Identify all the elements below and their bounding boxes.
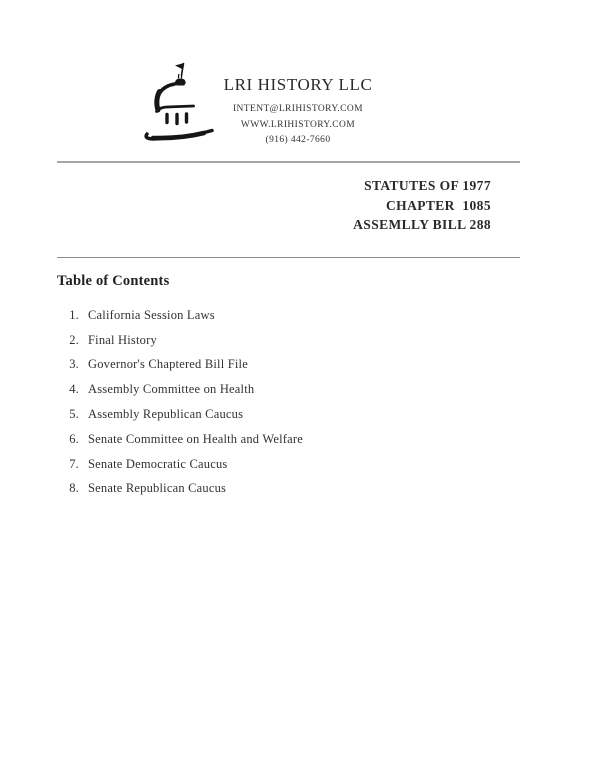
toc-item [57,477,303,502]
toc-item-label: Senate Committee on Health and Welfare [88,431,303,446]
company-name: LRI HISTORY LLC [223,75,373,94]
toc-item-label: Governor's Chaptered Bill File [88,357,248,372]
company-email: INTENT@LRIHISTORY.COM [232,104,363,114]
divider-top [57,161,520,163]
letterhead [178,75,418,149]
toc-item-label: Assembly Committee on Health [88,382,255,397]
toc-item-number: 6. [69,431,79,446]
statutes-line: STATUTES OF 1977 [364,178,491,193]
toc-item-number: 3. [69,357,79,372]
toc-item [57,353,303,378]
toc-item-label: Assembly Republican Caucus [88,407,244,422]
toc-item [57,303,303,328]
company-phone: (916) 442-7660 [265,135,331,145]
toc-item-number: 7. [69,456,79,471]
toc-item-number: 2. [69,332,79,347]
company-website: WWW.LRIHISTORY.COM [240,119,356,130]
toc-list [57,303,303,501]
divider-bottom [57,257,520,258]
toc-title: Table of Contents [57,273,170,289]
toc-item-number: 8. [69,481,79,496]
toc-item-number: 1. [69,307,79,322]
toc-item-label: Senate Republican Caucus [88,481,227,496]
toc-item [57,377,303,402]
toc-item-label: Final History [88,332,157,347]
toc-item-label: Senate Democratic Caucus [88,456,228,471]
toc-item [57,427,303,452]
toc-item [57,328,303,353]
toc-item-number: 5. [69,407,79,422]
bill-line: ASSEMLLY BILL 288 [353,217,491,233]
bill-reference-block [353,176,491,235]
toc-item [57,452,303,477]
toc-item-number: 4. [69,382,79,397]
toc-item-label: California Session Laws [88,307,215,322]
chapter-line: CHAPTER 1085 [386,197,491,213]
toc-item [57,402,303,427]
